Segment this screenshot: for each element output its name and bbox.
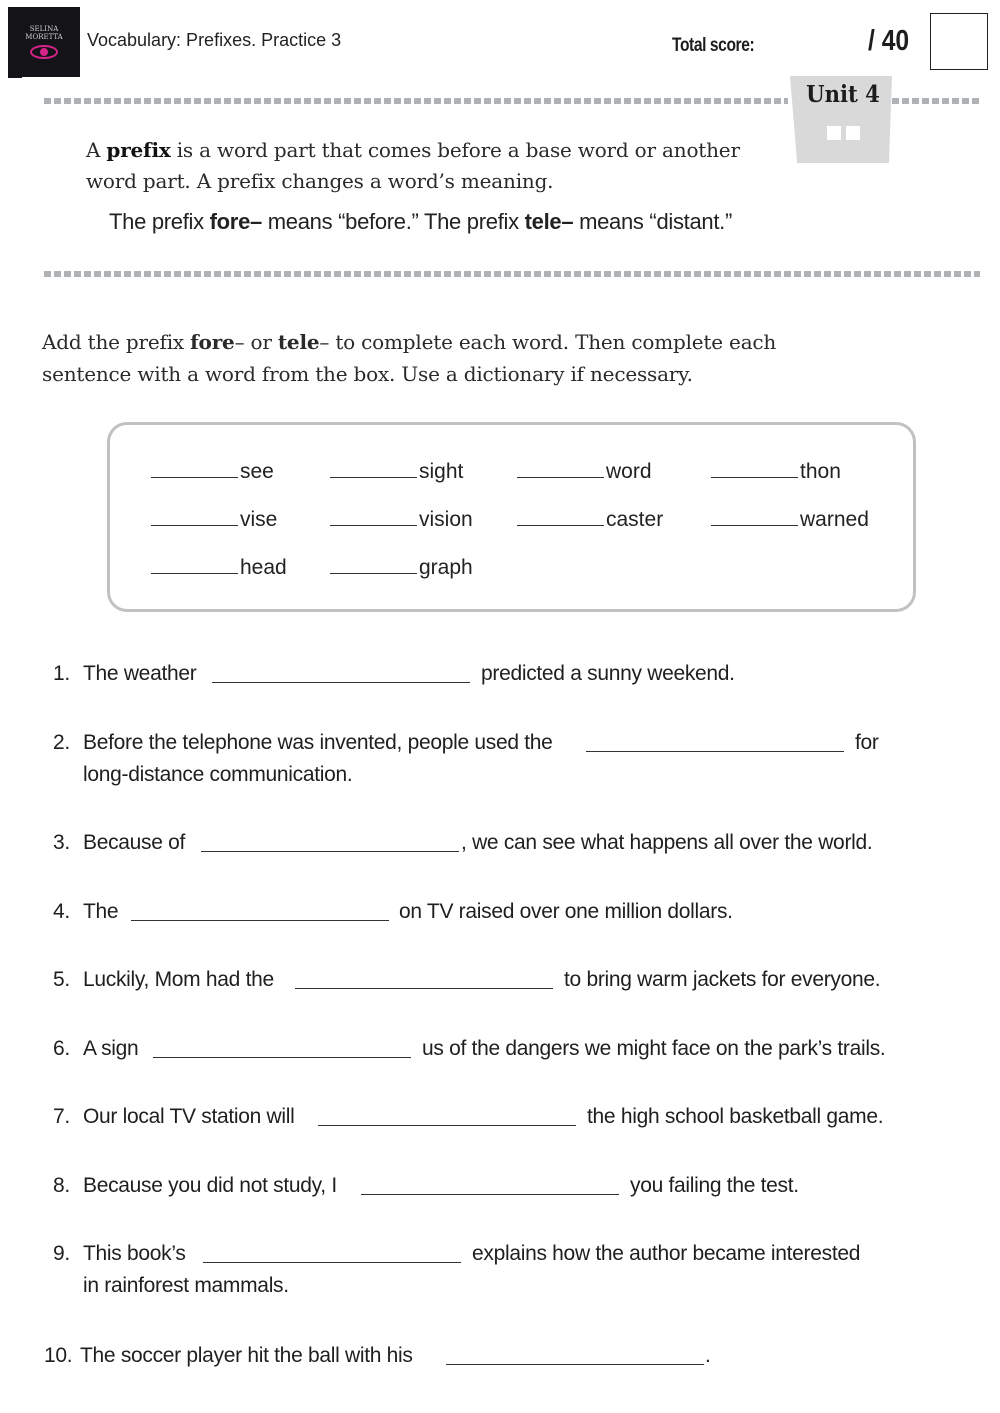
question-text-before: The [83, 900, 119, 923]
question-text-after: you failing the test. [630, 1174, 799, 1197]
question-number: 8. [53, 1174, 70, 1197]
unit-label: Unit 4 [806, 81, 880, 108]
word-suffix: see [240, 460, 274, 483]
question-text-after: predicted a sunny weekend. [481, 662, 735, 685]
instructions-text: Add the prefix [42, 330, 191, 354]
prefix-blank[interactable] [517, 524, 604, 526]
question-number: 7. [53, 1105, 70, 1128]
answer-blank[interactable] [131, 920, 389, 921]
question-text-after: , we can see what happens all over the world. [461, 831, 873, 854]
question-text-before: The soccer player hit the ball with his [80, 1344, 413, 1367]
question-number: 3. [53, 831, 70, 854]
instructions-prefix-fore: fore [190, 330, 235, 354]
question-text-after: the high school basketball game. [587, 1105, 884, 1128]
instructions-prefix-tele: tele [277, 330, 320, 354]
answer-blank[interactable] [201, 851, 459, 852]
word-item[interactable] [151, 508, 277, 534]
prefix-meanings [109, 209, 732, 235]
word-suffix: vise [240, 508, 278, 531]
question-text-before: A sign [83, 1037, 139, 1060]
question-text-after: to bring warm jackets for everyone. [564, 968, 881, 991]
answer-blank[interactable] [586, 751, 844, 752]
prefix-tele: tele– [524, 209, 574, 234]
prefix-blank[interactable] [711, 524, 798, 526]
word-item[interactable] [517, 508, 663, 534]
dashed-divider-bottom [44, 271, 980, 277]
question-text-before: This book’s [83, 1242, 186, 1265]
definition-term: prefix [106, 138, 171, 162]
instructions-text: – to complete each word. Then complete each sentence with a word from the box. Use a dictionary if necessary. [42, 330, 777, 386]
meaning-text: The prefix [109, 209, 210, 234]
definition-text: A [86, 138, 107, 162]
word-suffix: caster [606, 508, 664, 531]
prefix-blank[interactable] [151, 524, 238, 526]
dashed-divider-top [44, 98, 788, 104]
unit-square-icon [846, 126, 860, 140]
word-item[interactable] [151, 460, 274, 486]
prefix-blank[interactable] [711, 476, 798, 478]
question-number: 10. [44, 1344, 73, 1367]
answer-blank[interactable] [361, 1194, 619, 1195]
instructions-text: – or [234, 330, 278, 354]
answer-blank[interactable] [212, 682, 470, 683]
logo [8, 7, 80, 77]
word-item[interactable] [711, 460, 841, 486]
word-suffix: head [240, 556, 287, 579]
question-number: 1. [53, 662, 70, 685]
unit-square-icon [827, 126, 841, 140]
question-text-before: Luckily, Mom had the [83, 968, 274, 991]
word-item[interactable] [151, 556, 287, 582]
question-text-after: for [855, 731, 879, 754]
question-text-before: The weather [83, 662, 197, 685]
prefix-blank[interactable] [151, 572, 238, 574]
question-text-continued: in rainforest mammals. [83, 1274, 289, 1297]
question-text-after: . [705, 1344, 711, 1367]
question-text-before: Our local TV station will [83, 1105, 295, 1128]
question-number: 6. [53, 1037, 70, 1060]
word-suffix: word [606, 460, 652, 483]
prefix-blank[interactable] [330, 572, 417, 574]
meaning-text: means “distant.” [573, 209, 733, 234]
prefix-blank[interactable] [151, 476, 238, 478]
worksheet-title: Vocabulary: Prefixes. Practice 3 [87, 30, 342, 50]
score-input-box[interactable] [930, 13, 988, 70]
word-suffix: sight [419, 460, 464, 483]
prefix-blank[interactable] [330, 524, 417, 526]
logo-text: SELINA MORETTA [25, 25, 63, 41]
word-item[interactable] [330, 460, 463, 486]
word-suffix: graph [419, 556, 473, 579]
answer-blank[interactable] [318, 1125, 576, 1126]
prefix-fore: fore– [209, 209, 262, 234]
question-text-after: explains how the author became interested [472, 1242, 861, 1265]
prefix-blank[interactable] [517, 476, 604, 478]
question-number: 4. [53, 900, 70, 923]
meaning-text: means “before.” The prefix [261, 209, 525, 234]
total-score-max: / 40 [868, 25, 910, 57]
word-suffix: warned [800, 508, 869, 531]
answer-blank[interactable] [203, 1262, 461, 1263]
question-number: 5. [53, 968, 70, 991]
question-text-before: Because of [83, 831, 186, 854]
prefix-definition [86, 135, 786, 197]
question-text-after: on TV raised over one million dollars. [399, 900, 733, 923]
word-item[interactable] [711, 508, 869, 534]
question-number: 2. [53, 731, 70, 754]
question-number: 9. [53, 1242, 70, 1265]
total-score-label: Total score: [672, 35, 755, 56]
word-item[interactable] [330, 508, 473, 534]
prefix-blank[interactable] [330, 476, 417, 478]
question-text-after: us of the dangers we might face on the park’s trails. [422, 1037, 886, 1060]
word-suffix: thon [800, 460, 841, 483]
answer-blank[interactable] [295, 988, 553, 989]
word-item[interactable] [330, 556, 473, 582]
question-text-continued: long-distance communication. [83, 763, 353, 786]
definition-text: is a word part that comes before a base word or another word part. A prefix changes a word’s meaning. [86, 138, 740, 193]
answer-blank[interactable] [153, 1057, 411, 1058]
dashed-divider-top-right [892, 98, 980, 104]
word-item[interactable] [517, 460, 652, 486]
eye-pupil-icon [40, 48, 48, 56]
answer-blank[interactable] [446, 1364, 704, 1365]
question-text-before: Before the telephone was invented, people used the [83, 731, 553, 754]
logo-tab [8, 70, 22, 78]
instructions [42, 326, 842, 390]
question-text-before: Because you did not study, I [83, 1174, 337, 1197]
word-suffix: vision [419, 508, 473, 531]
